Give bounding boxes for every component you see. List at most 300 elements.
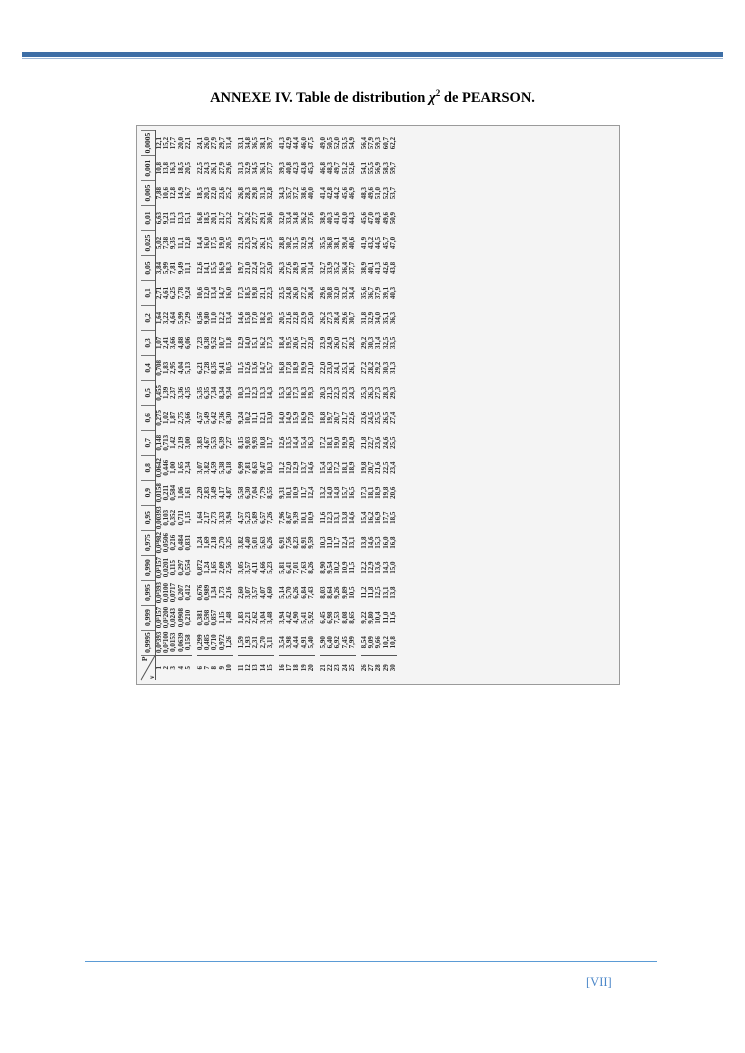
table-cell: 12,9 [367, 561, 376, 574]
table-cell: 33,9 [326, 261, 335, 275]
table-cell: 1,39 [162, 386, 171, 399]
prob-header: 0,2 [141, 305, 156, 330]
table-cell: 14,0 [244, 336, 253, 350]
table-cell: 44,5 [374, 236, 383, 250]
table-cell: 11,1 [183, 262, 192, 274]
table-cell: 8,91 [299, 536, 308, 549]
table-cell: 29,6 [319, 286, 328, 300]
table-cell: 36,4 [340, 261, 349, 275]
table-cell: 0,211 [162, 485, 171, 501]
table-cell: 33,1 [237, 136, 246, 150]
table-cell: 10,3 [237, 386, 246, 399]
table-cell: 15,1 [251, 336, 260, 350]
table-cell: 2,56 [224, 561, 233, 574]
prob-header: 0,1 [141, 281, 156, 306]
table-cell: 3,84 [155, 261, 163, 275]
table-cell: 0,352 [169, 509, 178, 526]
table-cell: 12,4 [340, 536, 349, 549]
table-cell: 2,19 [176, 436, 185, 449]
table-cell: 2,71 [155, 286, 163, 300]
table-cell: 24,1 [333, 361, 342, 375]
table-cell: 4,17 [217, 486, 226, 499]
table-cell: 22,3 [265, 286, 274, 300]
table-cell: 23,3 [244, 236, 253, 250]
table-cell: 2,21 [244, 611, 253, 624]
table-cell: 22,6 [347, 411, 356, 424]
table-cell: 15,4 [299, 436, 308, 449]
table-cell: 44,3 [347, 211, 356, 225]
header-rule [22, 52, 723, 57]
table-cell: 35,7 [285, 186, 294, 200]
table-cell: 12,6 [278, 436, 287, 449]
table-cell: 13,8 [388, 586, 397, 599]
table-cell: 5,90 [319, 636, 328, 649]
table-cell: 59,7 [388, 162, 397, 175]
table-cell: 31,3 [237, 162, 246, 175]
table-cell: 29,6 [224, 162, 233, 175]
table-cell: 0,0³157 [155, 556, 163, 579]
prob-header: 0,9 [141, 480, 156, 505]
table-cell: 5,49 [203, 411, 212, 424]
table-cell: 6,98 [326, 611, 335, 624]
table-cell: 42,9 [285, 136, 294, 150]
table-cell: 0,0100 [162, 582, 171, 603]
table-cell: 41,9 [360, 236, 369, 250]
table-cell: 0,831 [183, 534, 192, 551]
degrees-of-freedom-cell: 6 [197, 655, 204, 680]
prob-header: 0,975 [141, 530, 156, 555]
table-cell: 0,872 [196, 559, 205, 576]
table-cell: 16,3 [326, 461, 335, 474]
table-cell: 20,0 [176, 136, 185, 150]
table-cell: 17,7 [169, 136, 178, 150]
table-cell: 19,9 [299, 361, 308, 375]
table-cell: 12,8 [183, 236, 192, 250]
table-cell: 36,2 [299, 211, 308, 225]
table-cell: 18,9 [374, 486, 383, 499]
table-cell: 15,3 [278, 386, 287, 399]
table-cell: 14,0 [326, 486, 335, 499]
table-cell: 11,5 [347, 561, 356, 574]
table-cell: 15,9 [292, 411, 301, 424]
table-cell: 49,6 [367, 186, 376, 200]
table-cell: 0,158 [183, 634, 192, 651]
table-cell: 23,9 [299, 311, 308, 325]
table-cell: 2,37 [169, 386, 178, 399]
table-cell: 15,7 [340, 486, 349, 499]
table-cell: 19,9 [340, 436, 349, 449]
table-cell: 4,57 [237, 511, 246, 524]
table-cell: 0,598 [203, 609, 212, 626]
table-cell: 15,0 [388, 561, 397, 574]
table-cell: 10,2 [381, 636, 390, 649]
table-cell: 34,3 [278, 186, 287, 200]
table-cell: 5,13 [183, 361, 192, 375]
table-cell: 15,4 [360, 511, 369, 524]
table-cell: 52,6 [347, 162, 356, 175]
table-cell: 5,41 [299, 611, 308, 624]
table-cell: 21,3 [326, 386, 335, 399]
table-cell: 29,2 [360, 336, 369, 350]
table-cell: 13,8 [360, 536, 369, 549]
table-cell: 10,4 [374, 611, 383, 624]
degrees-of-freedom-cell: 1 [156, 655, 164, 680]
table-cell: 9,34 [224, 386, 233, 399]
table-cell: 26,1 [258, 236, 267, 250]
table-cell: 16,9 [217, 261, 226, 275]
table-cell: 7,88 [155, 186, 163, 200]
table-cell: 1,34 [210, 586, 219, 599]
table-cell: 6,63 [155, 211, 163, 225]
table-cell: 55,5 [367, 162, 376, 175]
prob-header: 0,01 [141, 206, 156, 231]
table-cell: 7,53 [333, 611, 342, 624]
table-cell: 6,99 [237, 461, 246, 474]
table-cell: 49,6 [381, 211, 390, 225]
prob-header: 0,005 [141, 181, 156, 206]
table-cell: 42,8 [326, 186, 335, 200]
table-cell: 20,1 [210, 211, 219, 225]
table-cell: 18,5 [196, 186, 205, 200]
table-cell: 3,48 [265, 611, 274, 624]
table-cell: 12,8 [169, 186, 178, 200]
table-cell: 43,2 [367, 236, 376, 250]
table-cell: 33,5 [388, 336, 397, 350]
degrees-of-freedom-cell: 11 [238, 655, 245, 680]
table-cell: 40,6 [347, 236, 356, 250]
table-cell: 0,0201 [162, 558, 171, 578]
table-cell: 14,3 [265, 386, 274, 399]
table-cell: 2,73 [210, 511, 219, 524]
table-cell: 23,5 [278, 286, 287, 300]
table-cell: 22,8 [292, 311, 301, 325]
table-cell: 19,5 [285, 336, 294, 350]
table-cell: 22,8 [306, 336, 315, 350]
table-cell: 3,49 [210, 486, 219, 499]
table-cell: 10,8 [388, 636, 397, 649]
table-cell: 8,03 [319, 586, 328, 599]
table-cell: 31,4 [306, 261, 315, 275]
table-cell: 18,1 [367, 486, 376, 499]
table-cell: 21,0 [306, 361, 315, 375]
table-cell: 16,3 [306, 436, 315, 449]
table-cell: 22,5 [381, 461, 390, 474]
table-cell: 1,65 [210, 561, 219, 574]
table-cell: 3,82 [203, 461, 212, 474]
table-cell: 7,79 [258, 486, 267, 499]
table-cell: 0,216 [169, 534, 178, 551]
table-cell: 9,47 [258, 461, 267, 474]
table-cell: 18,2 [258, 311, 267, 325]
table-cell: 6,39 [217, 436, 226, 449]
table-cell: 1,15 [217, 611, 226, 624]
table-cell: 20,6 [388, 486, 397, 499]
table-cell: 35,5 [319, 236, 328, 250]
table-cell: 24,9 [326, 336, 335, 350]
table-cell: 12,6 [244, 361, 253, 375]
degrees-of-freedom-cell: 22 [327, 655, 334, 680]
table-cell: 40,1 [367, 261, 376, 275]
table-cell: 8,56 [196, 311, 205, 325]
table-cell: 26,0 [292, 286, 301, 300]
table-cell: 6,45 [319, 611, 328, 624]
table-cell: 27,7 [251, 211, 260, 225]
table-cell: 13,1 [381, 586, 390, 599]
table-cell: 52,3 [381, 186, 390, 200]
degrees-of-freedom-cell: 3 [170, 655, 177, 680]
table-cell: 22,3 [333, 386, 342, 399]
table-cell: 26,2 [244, 211, 253, 225]
table-cell: 41,4 [319, 186, 328, 200]
table-cell: 39,3 [278, 162, 287, 175]
corner-nu-label: ν [146, 675, 156, 679]
table-cell: 9,93 [251, 436, 260, 449]
table-cell: 10,8 [155, 162, 163, 175]
table-cell: 34,2 [306, 236, 315, 250]
table-cell: 3,54 [278, 636, 287, 649]
table-cell: 9,89 [340, 586, 349, 599]
table-cell: 32,7 [319, 261, 328, 275]
table-cell: 6,21 [196, 361, 205, 375]
table-cell: 14,6 [367, 536, 376, 549]
table-cell: 16,9 [374, 511, 383, 524]
table-cell: 1,06 [176, 486, 185, 499]
table-cell: 4,35 [183, 386, 192, 399]
table-cell: 43,8 [299, 162, 308, 175]
table-cell: 42,3 [292, 162, 301, 175]
table-cell: 49,0 [319, 136, 328, 150]
table-cell: 40,3 [326, 211, 335, 225]
table-cell: 33,2 [340, 286, 349, 300]
table-cell: 31,4 [224, 136, 233, 150]
table-cell: 5,53 [210, 436, 219, 449]
table-cell: 21,7 [340, 411, 349, 424]
table-cell: 10,9 [340, 561, 349, 574]
table-cell: 11,6 [319, 511, 328, 524]
table-cell: 22,4 [251, 261, 260, 275]
table-cell: 13,0 [265, 411, 274, 424]
degrees-of-freedom-cell: 8 [211, 655, 218, 680]
table-cell: 20,3 [203, 186, 212, 200]
table-cell: 31,5 [292, 236, 301, 250]
table-cell: 58,3 [381, 162, 390, 175]
table-cell: 24,3 [203, 162, 212, 175]
table-cell: 38,9 [319, 211, 328, 225]
table-cell: 15,5 [210, 261, 219, 275]
table-cell: 15,4 [319, 461, 328, 474]
table-cell: 1,24 [196, 536, 205, 549]
table-cell: 26,0 [333, 336, 342, 350]
table-cell: 13,3 [176, 211, 185, 225]
table-cell: 29,6 [340, 311, 349, 325]
table-cell: 7,43 [306, 586, 315, 599]
table-cell: 22,1 [183, 136, 192, 150]
table-cell: 21,7 [299, 336, 308, 350]
table-cell: 12,1 [155, 136, 163, 150]
table-cell: 5,81 [278, 561, 287, 574]
table-cell: 1,26 [224, 636, 233, 649]
table-cell: 19,3 [265, 311, 274, 325]
table-cell: 0,0²100 [162, 631, 171, 653]
table-cell: 8,64 [326, 586, 335, 599]
table-cell: 16,5 [347, 486, 356, 499]
table-cell: 7,38 [162, 236, 171, 250]
table-cell: 23,6 [374, 436, 383, 449]
table-cell: 5,38 [217, 461, 226, 474]
table-cell: 28,8 [278, 236, 287, 250]
table-cell: 5,35 [196, 386, 205, 399]
table-cell: 21,6 [285, 311, 294, 325]
degrees-of-freedom-cell: 25 [349, 655, 356, 680]
table-cell: 23,9 [319, 336, 328, 350]
table-cell: 12,0 [285, 461, 294, 474]
table-row [226, 131, 233, 681]
table-cell: 18,3 [224, 261, 233, 275]
table-cell: 45,7 [381, 236, 390, 250]
table-cell: 21,7 [217, 211, 226, 225]
table-cell: 17,3 [360, 486, 369, 499]
degrees-of-freedom-cell: 19 [301, 655, 308, 680]
table-cell: 37,2 [292, 186, 301, 200]
table-cell: 9,31 [278, 486, 287, 499]
table-cell: 9,80 [203, 311, 212, 325]
table-cell: 53,5 [340, 136, 349, 150]
table-cell: 8,15 [237, 436, 246, 449]
table-cell: 5,58 [237, 486, 246, 499]
table-cell: 23,3 [340, 386, 349, 399]
table-cell: 2,09 [217, 561, 226, 574]
table-cell: 3,98 [285, 636, 294, 649]
table-cell: 5,02 [155, 236, 163, 250]
table-cell: 4,67 [203, 436, 212, 449]
table-cell: 10,2 [244, 411, 253, 424]
table-cell: 7,81 [244, 461, 253, 474]
table-cell: 38,1 [258, 136, 267, 150]
table-cell: 12,0 [203, 286, 212, 300]
table-cell: 19,8 [360, 461, 369, 474]
degrees-of-freedom-cell: 15 [267, 655, 274, 680]
table-cell: 13,8 [340, 511, 349, 524]
table-cell: 9,26 [333, 586, 342, 599]
table-cell: 57,9 [367, 136, 376, 150]
table-cell: 10,8 [258, 436, 267, 449]
table-cell: 20,5 [183, 162, 192, 175]
table-cell: 8,65 [347, 611, 356, 624]
table-cell: 32,9 [367, 311, 376, 325]
table-cell: 21,1 [258, 286, 267, 300]
table-cell: 32,8 [265, 186, 274, 200]
degrees-of-freedom-cell: 5 [185, 655, 192, 680]
table-cell: 10,2 [333, 561, 342, 574]
table-cell: 0,711 [176, 510, 185, 526]
table-cell: 16,8 [196, 211, 205, 225]
table-cell: 5,63 [258, 536, 267, 549]
table-cell: 6,84 [299, 586, 308, 599]
table-cell: 26,2 [319, 311, 328, 325]
table-cell: 27,4 [388, 411, 397, 424]
scanned-table-image [136, 125, 620, 685]
table-cell: 18,9 [292, 361, 301, 375]
table-cell: 31,3 [258, 186, 267, 200]
table-cell: 4,66 [258, 561, 267, 574]
table-cell: 30,3 [367, 336, 376, 350]
table-cell: 15,2 [162, 136, 171, 150]
table-cell: 39,1 [381, 286, 390, 300]
degrees-of-freedom-cell: 16 [279, 655, 286, 680]
table-cell: 27,3 [374, 386, 383, 399]
table-header-row [141, 131, 156, 681]
table-cell: 48,3 [326, 162, 335, 175]
prob-header: 0,9995 [141, 630, 156, 655]
table-cell: 4,87 [224, 486, 233, 499]
table-cell: 2,41 [162, 336, 171, 350]
table-cell: 22,0 [319, 361, 328, 375]
table-cell: 46,0 [299, 136, 308, 150]
table-cell: 8,90 [319, 561, 328, 574]
prob-header: 0,999 [141, 605, 156, 630]
table-cell: 34,8 [292, 211, 301, 225]
table-cell: 14,1 [203, 261, 212, 275]
table-cell: 9,24 [183, 286, 192, 300]
table-cell: 8,23 [292, 536, 301, 549]
table-cell: 2,62 [251, 611, 260, 624]
table-cell: 10,3 [319, 536, 328, 549]
table-cell: 0,0153 [169, 632, 178, 652]
table-cell: 16,2 [258, 336, 267, 350]
table-cell: 4,42 [285, 611, 294, 624]
table-cell: 54,9 [347, 136, 356, 150]
table-cell: 17,8 [285, 361, 294, 375]
table-cell: 3,07 [196, 461, 205, 474]
degrees-of-freedom-cell: 7 [204, 655, 211, 680]
table-cell: 28,3 [381, 386, 390, 399]
table-cell: 34,4 [347, 286, 356, 300]
prob-header: 0,8 [141, 455, 156, 480]
table-cell: 31,3 [388, 361, 397, 375]
table-cell: 28,2 [347, 336, 356, 350]
degrees-of-freedom-cell: 28 [375, 655, 382, 680]
table-cell: 15,7 [265, 361, 274, 375]
table-cell: 11,0 [381, 611, 390, 624]
table-cell: 5,01 [251, 536, 260, 549]
table-cell: 11,7 [265, 436, 274, 449]
table-cell: 46,8 [319, 162, 328, 175]
table-cell: 32,9 [299, 236, 308, 250]
table-cell: 8,54 [360, 636, 369, 649]
table-cell: 8,26 [306, 561, 315, 574]
table-cell: 7,23 [196, 336, 205, 350]
degrees-of-freedom-cell: 18 [293, 655, 300, 680]
title-suffix: de PEARSON. [440, 89, 535, 106]
table-row [308, 131, 315, 681]
table-cell: 10,9 [306, 511, 315, 524]
table-cell: 6,91 [278, 536, 287, 549]
table-cell: 35,6 [360, 286, 369, 300]
table-cell: 25,0 [265, 261, 274, 275]
table-cell: 24,7 [251, 236, 260, 250]
table-cell: 28,9 [292, 261, 301, 275]
table-cell: 0,676 [196, 584, 205, 601]
degrees-of-freedom-cell: 21 [320, 655, 327, 680]
table-cell: 32,5 [381, 336, 390, 350]
table-cell: 12,3 [251, 386, 260, 399]
table-cell: 29,8 [251, 186, 260, 200]
table-cell: 11,3 [169, 212, 178, 225]
table-cell: 1,65 [176, 461, 185, 474]
table-cell: 8,35 [210, 361, 219, 375]
table-cell: 13,6 [374, 561, 383, 574]
table-cell: 1,93 [244, 636, 253, 649]
